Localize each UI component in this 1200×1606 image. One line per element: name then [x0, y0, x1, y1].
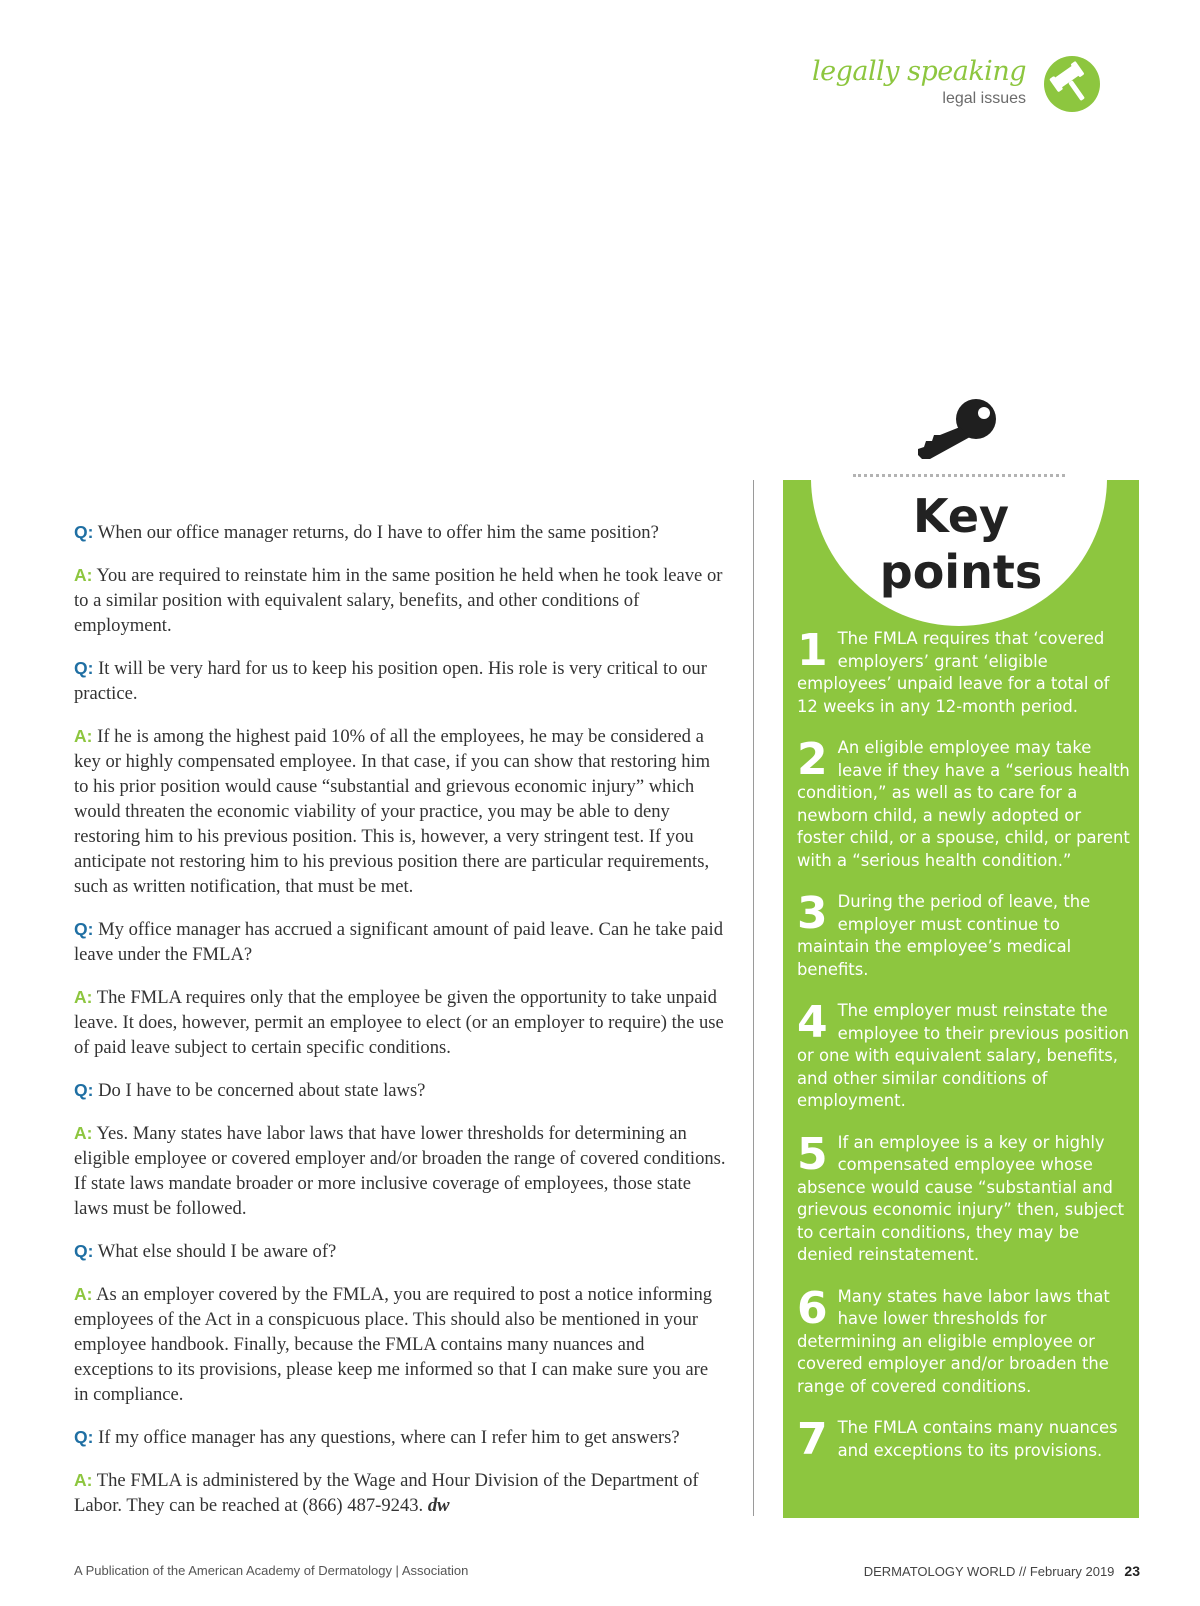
answer-text: As an employer covered by the FMLA, you are required to post a notice informing employees of the Act in a conspicuous place. This should also be mentioned in your employee handbook. Finally, because the FMLA contains many nuances and exceptions to its provisions, please keep me informed so that I can make sure you are in compliance. [74, 1284, 713, 1405]
key-point-item [797, 1282, 1131, 1399]
key-point-text: The employer must reinstate the employee to their previous position or one with equivalent salary, benefits, and other similar conditions of employment. [797, 1001, 1130, 1110]
key-point-item [797, 1414, 1131, 1465]
key-point-number: 2 [797, 734, 828, 785]
key-point-text: If an employee is a key or highly compensated employee whose absence would cause “substantial and grievous economic injury” then, subject to certain conditions, they may be denied reinstatement. [797, 1132, 1125, 1264]
section-header [700, 56, 1100, 114]
page-number: 23 [1124, 1563, 1140, 1579]
key-point-text: During the period of leave, the employer must continue to maintain the employee’s medical benefits. [797, 892, 1091, 979]
question-label: Q: [74, 1241, 94, 1261]
footer-magazine-date: DERMATOLOGY WORLD // February 2019 [863, 1564, 1115, 1579]
qa-question [74, 1425, 726, 1450]
answer-label: A: [74, 987, 93, 1007]
key-points-list [797, 625, 1131, 1481]
answer-label: A: [74, 565, 93, 585]
key-points-sidebar [783, 480, 1139, 1518]
key-point-number: 1 [797, 625, 828, 676]
qa-question [74, 1078, 726, 1103]
key-point-item [797, 997, 1131, 1113]
question-label: Q: [74, 919, 94, 939]
key-point-number: 4 [797, 997, 828, 1048]
qa-answer [74, 985, 726, 1060]
question-label: Q: [74, 1427, 94, 1447]
answer-text: Yes. Many states have labor laws that have lower thresholds for determining an eligible employee or covered employer and/or broaden the range of covered conditions. If state laws mandate broader or more inclusive coverage of employees, those state laws must be followed. [74, 1123, 726, 1219]
key-point-text: The FMLA requires that ‘covered employers’ grant ‘eligible employees’ unpaid leave for a total of 12 weeks in any 12-month period. [797, 629, 1110, 716]
qa-question [74, 917, 726, 967]
footer-publication: A Publication of the American Academy of Dermatology | Association [74, 1563, 469, 1578]
qa-answer [74, 1468, 726, 1518]
key-point-number: 5 [797, 1128, 828, 1180]
answer-text: You are required to reinstate him in the same position he held when he took leave or to a similar position with equivalent salary, benefits, and other conditions of employment. [74, 565, 723, 636]
question-label: Q: [74, 658, 94, 678]
key-point-item [797, 734, 1131, 872]
gavel-icon [1044, 56, 1100, 112]
qa-answer [74, 724, 726, 899]
question-text: Do I have to be concerned about state laws? [98, 1080, 426, 1101]
key-point-number: 3 [797, 888, 828, 939]
title-line-1: Key [912, 489, 1010, 543]
title-line-2: points [879, 545, 1043, 599]
section-subtitle: legal issues [942, 90, 1026, 107]
question-text: My office manager has accrued a significant amount of paid leave. Can he take paid leave under the FMLA? [74, 919, 723, 965]
key-point-number: 7 [797, 1414, 828, 1465]
key-points-title [783, 488, 1139, 600]
key-point-text: The FMLA contains many nuances and exceptions to its provisions. [837, 1418, 1118, 1460]
answer-label: A: [74, 726, 93, 746]
answer-label: A: [74, 1470, 93, 1490]
key-point-item [797, 625, 1131, 718]
answer-text: The FMLA is administered by the Wage and Hour Division of the Department of Labor. They can be reached at (866) 487-9243. [74, 1470, 699, 1516]
column-divider [753, 480, 754, 1516]
qa-answer [74, 1121, 726, 1221]
question-text: It will be very hard for us to keep his position open. His role is very critical to our practice. [74, 658, 707, 704]
question-text: What else should I be aware of? [97, 1241, 337, 1262]
key-point-item [797, 888, 1131, 981]
key-point-text: An eligible employee may take leave if they have a “serious health condition,” as well as to care for a newborn child, a newly adopted or foster child, or a spouse, child, or parent with a “serious health condition.” [797, 738, 1130, 870]
qa-question [74, 520, 726, 545]
footer-issue [864, 1563, 1140, 1579]
answer-text: The FMLA requires only that the employee be given the opportunity to take unpaid leave. It does, however, permit an employee to elect (or an employer to require) the use of paid leave subject to certain specific conditions. [74, 987, 724, 1058]
key-point-text: Many states have labor laws that have lower thresholds for determining an eligible employee or covered employer and/or broaden the range of covered conditions. [797, 1286, 1110, 1396]
dotted-divider [853, 474, 1065, 477]
key-point-item [797, 1128, 1131, 1267]
qa-column [74, 520, 726, 1536]
qa-answer [74, 1282, 726, 1407]
question-text: If my office manager has any questions, where can I refer him to get answers? [98, 1427, 680, 1448]
qa-answer [74, 563, 726, 638]
question-label: Q: [74, 1080, 94, 1100]
question-label: Q: [74, 522, 94, 542]
answer-label: A: [74, 1123, 93, 1143]
key-point-number: 6 [797, 1282, 828, 1334]
question-text: When our office manager returns, do I have to offer him the same position? [97, 522, 659, 543]
answer-label: A: [74, 1284, 93, 1304]
key-icon [908, 397, 1004, 461]
answer-text: If he is among the highest paid 10% of all the employees, he may be considered a key or highly compensated employee. In that case, if you can show that restoring him to his prior position would cause “substantial and grievous economic injury” which would threaten the economic viability of your practice, you may be able to deny restoring him to his previous position. This is, however, a very stringent test. If you anticipate not restoring him to his previous position there are particular requirements, such as written notification, that must be met. [74, 726, 711, 897]
section-title: legally speaking [812, 56, 1026, 87]
author-signoff: dw [427, 1495, 450, 1516]
qa-question [74, 656, 726, 706]
qa-question [74, 1239, 726, 1264]
